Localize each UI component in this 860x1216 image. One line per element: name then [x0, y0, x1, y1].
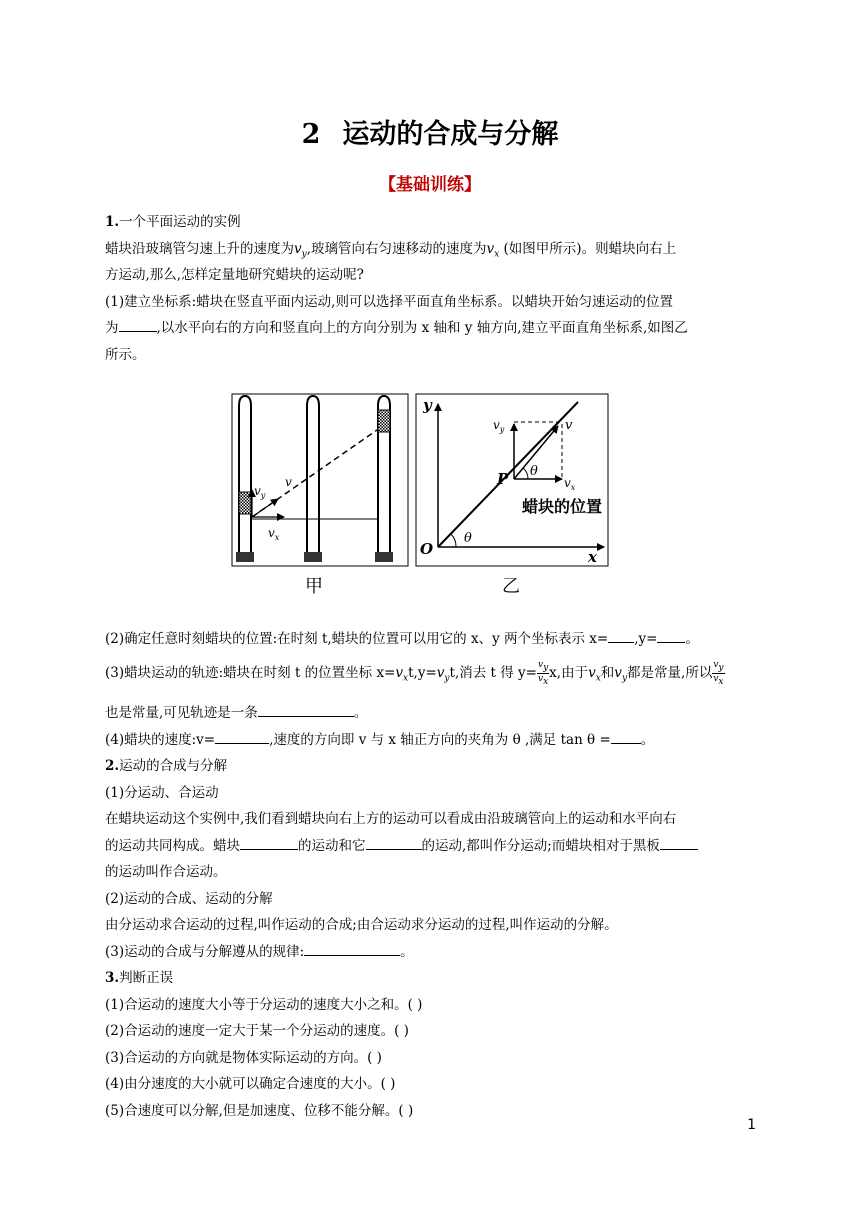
math-symbol: v [537, 674, 544, 684]
text-span: 的运动共同构成。蜡块 [105, 837, 240, 854]
text-span: (2)确定任意时刻蜡块的位置:在时刻 t,蜡块的位置可以用它的 x、y 两个坐标表示 x= [105, 631, 609, 647]
caption-yi: 乙 [502, 576, 520, 597]
math-subscript: y [718, 663, 724, 673]
math-subscript: x [718, 676, 724, 687]
text-span: t,y= [408, 665, 437, 681]
math-vy [614, 665, 628, 684]
answer-blank[interactable] [660, 835, 698, 850]
q1-p3 [105, 656, 765, 690]
origin-label: O [420, 540, 434, 558]
label-vx: $v_x$ [268, 526, 280, 542]
math-symbol: v [395, 665, 404, 681]
q2-heading-text: 运动的合成与分解 [119, 758, 228, 774]
text-span: (4)蜡块的速度:v= [105, 731, 216, 748]
text-span: 。 [685, 631, 699, 647]
math-subscript: y [621, 673, 628, 684]
math-subscript: x [494, 249, 500, 260]
q3-item-4: (4)由分速度的大小就可以确定合速度的大小。( ) [105, 1076, 396, 1092]
angle-arc-origin [451, 534, 456, 547]
axis-label-y: y [423, 396, 432, 414]
math-symbol: v [537, 660, 544, 671]
text-span: 也是常量,可见轨迹是一条 [105, 705, 258, 721]
text-span: (3)蜡块运动的轨迹:蜡块在时刻 t 的位置坐标 x= [105, 665, 396, 681]
q3-item-5: (5)合速度可以分解,但是加速度、位移不能分解。( ) [105, 1102, 414, 1119]
math-symbol: v [614, 665, 622, 681]
position-label: 蜡块的位置 [522, 497, 603, 516]
tube-stopper [236, 552, 254, 562]
q1-p4 [105, 727, 765, 754]
spacer [105, 690, 765, 700]
section-heading: 【基础训练】 [379, 175, 481, 195]
wax-block [378, 410, 390, 432]
label-vy: $v_y$ [254, 484, 266, 500]
q1-heading-text: 一个平面运动的实例 [119, 214, 241, 230]
fraction-vy-vx [537, 660, 549, 687]
q3-item-2: (2)合运动的速度一定大于某一个分运动的速度。( ) [105, 1023, 409, 1039]
answer-blank[interactable] [366, 835, 422, 850]
math-symbol: v [713, 674, 719, 684]
q2-s2-line1: 由分运动求合运动的过程,叫作运动的合成;由合运动求分运动的过程,叫作运动的分解。 [105, 917, 618, 933]
theta-label-p: θ [530, 464, 538, 479]
math-vx [395, 665, 409, 684]
math-vy [294, 240, 307, 260]
q2-s1-line1: 在蜡块运动这个实例中,我们看到蜡块向右上方的运动可以看成由沿玻璃管向上的运动和水平向右 [105, 811, 677, 827]
math-symbol: v [436, 665, 445, 681]
math-vx [486, 240, 500, 260]
answer-blank[interactable] [258, 702, 354, 717]
tube-stopper [375, 552, 393, 562]
math-vy [436, 665, 450, 684]
math-subscript: x [543, 676, 549, 687]
answer-blank[interactable] [240, 835, 298, 850]
math-subscript: x [595, 673, 601, 684]
math-symbol: v [294, 240, 302, 257]
math-symbol: v [486, 240, 495, 257]
axis-label-x: x [588, 548, 597, 566]
text-span: 都是常量,所以 [627, 665, 713, 681]
wax-block [239, 492, 251, 514]
text-span: ,y= [634, 631, 658, 647]
glass-tube-3 [375, 396, 393, 562]
q1-p1-line1: (1)建立坐标系:蜡块在竖直平面内运动,则可以选择平面直角坐标系。以蜡块开始匀速运动的位置 [105, 293, 673, 310]
answer-blank[interactable] [304, 941, 400, 956]
math-subscript: y [543, 663, 549, 673]
text-span: x,由于 [549, 665, 589, 681]
q1-p1-line2 [105, 315, 765, 342]
answer-blank[interactable] [215, 729, 269, 744]
q1-p3-line2 [105, 700, 765, 727]
text-span: ,以水平向右的方向和竖直向上的方向分别为 x 轴和 y 轴方向,建立平面直角坐标系,如图乙 [156, 320, 688, 336]
answer-blank[interactable] [119, 317, 157, 332]
text-span: 。 [353, 705, 368, 721]
label-v: v [285, 475, 292, 489]
q1-intro-line2: 方运动,那么,怎样定量地研究蜡块的运动呢? [105, 267, 364, 283]
math-subscript: x [403, 673, 409, 684]
text-span: 。 [400, 943, 414, 960]
page-title [0, 112, 860, 151]
fraction-vy-vx [712, 660, 724, 687]
text-span: 和 [600, 665, 615, 681]
q1-number: 1. [105, 214, 120, 230]
answer-blank[interactable] [611, 729, 641, 744]
tube-stopper [304, 552, 322, 562]
glass-tube-1 [236, 396, 254, 562]
glass-tube-2 [304, 396, 322, 562]
text-span: t,消去 t 得 y= [449, 665, 537, 681]
text-span: 的运动,都叫作分运动;而蜡块相对于黑板 [421, 837, 660, 854]
content [105, 209, 765, 1124]
panel-jia [232, 394, 408, 597]
angle-arc-p [523, 468, 528, 479]
q2-s1: (1)分运动、合运动 [105, 784, 219, 801]
theta-label-origin: θ [464, 531, 472, 546]
q3-heading [105, 965, 765, 992]
text-span: 蜡块沿玻璃管匀速上升的速度为 [105, 240, 294, 257]
q1-heading [105, 209, 765, 236]
title-text: 运动的合成与分解 [342, 119, 559, 150]
q3-item-1: (1)合运动的速度大小等于分运动的速度大小之和。( ) [105, 996, 423, 1013]
v-arrow [252, 499, 278, 517]
math-subscript: y [301, 249, 307, 260]
q3-item-3: (3)合运动的方向就是物体实际运动的方向。( ) [105, 1049, 382, 1066]
text-span: ,玻璃管向右匀速移动的速度为 [306, 240, 487, 257]
panel-yi [416, 394, 608, 597]
point-label-p: P [497, 470, 509, 488]
q1-p2 [105, 622, 765, 656]
caption-jia: 甲 [305, 576, 323, 597]
q2-number: 2. [105, 758, 120, 774]
answer-blank[interactable] [608, 628, 634, 643]
math-symbol: v [588, 665, 596, 681]
text-span: (如图甲所示)。则蜡块向右上 [499, 240, 677, 257]
text-span: 为 [105, 320, 119, 336]
q3-number: 3. [105, 970, 120, 986]
answer-blank[interactable] [657, 628, 685, 643]
title-number: 2 [301, 119, 321, 150]
q3-heading-text: 判断正误 [119, 970, 174, 986]
label-vx: $v_x$ [564, 476, 576, 492]
label-vy: $v_y$ [493, 418, 505, 434]
text-span: ,速度的方向即 v 与 x 轴正方向的夹角为 θ ,满足 tan θ = [269, 731, 611, 748]
math-symbol: v [713, 660, 719, 671]
figure-wax-block [230, 392, 610, 598]
label-v: v [565, 418, 573, 433]
page-number: 1 [747, 1117, 756, 1133]
text-span: (3)运动的合成与分解遵从的规律: [105, 943, 305, 960]
q2-heading [105, 753, 765, 780]
q2-s1-line3: 的运动叫作合运动。 [105, 864, 227, 880]
q2-s1-line2 [105, 833, 765, 860]
q2-s3 [105, 939, 765, 966]
text-span: 的运动和它 [298, 837, 366, 854]
q1-p1-line3: 所示。 [105, 346, 146, 363]
q2-s2: (2)运动的合成、运动的分解 [105, 890, 273, 907]
math-subscript: y [444, 673, 450, 684]
math-vx [588, 665, 601, 684]
q1-intro-line1 [105, 236, 765, 263]
text-span: 。 [640, 731, 655, 748]
